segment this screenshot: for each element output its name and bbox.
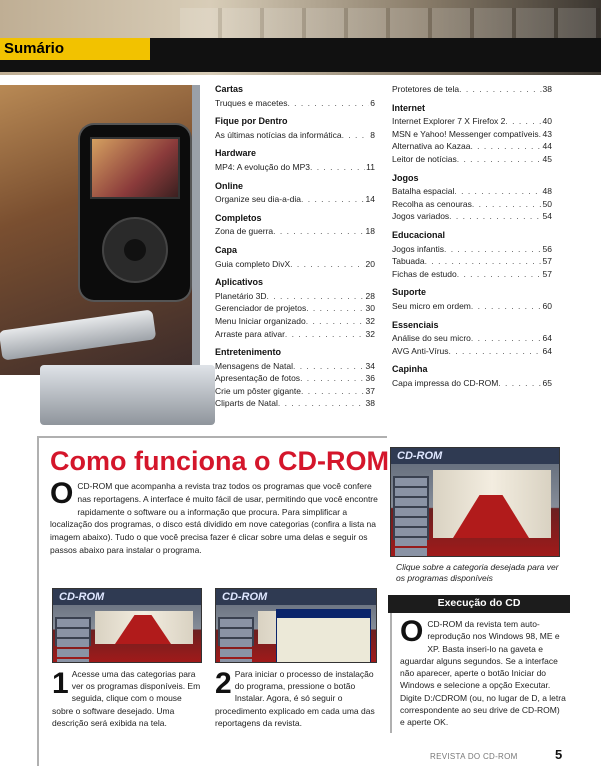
mp3-click-wheel <box>102 217 168 283</box>
execucao-divider <box>390 613 392 733</box>
index-section <box>392 102 552 166</box>
leader-dots <box>471 300 542 313</box>
entry-page-number: 18 <box>365 226 375 237</box>
entry-page-number: 11 <box>366 161 375 172</box>
section-title: Capinha <box>392 364 428 375</box>
section-title: Essenciais <box>392 319 439 330</box>
step-1-text: Acesse uma das categorias para ver os programas disponíveis. Em seguida, clique com o mouse sobre o software desejado. Uma descrição será exibida na tela. <box>52 669 201 728</box>
leader-dots <box>306 315 365 328</box>
section-title: Internet <box>392 102 426 113</box>
execucao-dropcap: O <box>400 615 424 648</box>
footer-page-number: 5 <box>555 747 563 762</box>
index-entry <box>392 115 552 128</box>
entry-page-number: 28 <box>365 290 375 301</box>
index-entry <box>215 97 375 110</box>
entry-label: Leitor de notícias <box>392 153 457 164</box>
index-section <box>215 346 375 410</box>
screenshot-header <box>216 589 376 605</box>
entry-page-number: 48 <box>542 186 552 197</box>
section-title: Suporte <box>392 287 427 298</box>
leader-dots <box>459 83 541 96</box>
leader-dots <box>472 198 542 211</box>
entry-page-number: 14 <box>365 194 375 205</box>
cdrom-logo: CD-ROM <box>222 591 268 603</box>
entry-page-number: 60 <box>542 300 552 311</box>
leader-dots <box>471 332 542 345</box>
leader-dots <box>498 377 541 390</box>
index-section <box>392 172 552 223</box>
entry-label: Apresentação de fotos <box>215 373 301 384</box>
leader-dots <box>306 302 364 315</box>
index-entry <box>215 385 375 398</box>
index-entry <box>392 300 552 313</box>
index-section <box>392 229 552 280</box>
index-column-right <box>392 83 552 395</box>
index-entry <box>392 345 552 358</box>
section-title: Educacional <box>392 229 446 240</box>
index-section <box>215 180 375 206</box>
execucao-body <box>400 615 566 729</box>
entry-page-number: 32 <box>365 328 375 339</box>
entry-page-number: 43 <box>542 128 552 139</box>
entry-page-number: 36 <box>365 373 375 384</box>
index-entry <box>215 360 375 373</box>
section-title: Fique por Dentro <box>215 116 288 127</box>
leader-dots <box>293 360 365 373</box>
entry-page-number: 65 <box>542 377 552 388</box>
index-entry <box>392 243 552 256</box>
entry-page-number: 8 <box>370 129 375 140</box>
section-title: Capa <box>215 244 238 255</box>
entry-label: Planetário 3D <box>215 290 267 301</box>
step2-screenshot <box>215 588 377 663</box>
index-entry <box>215 225 375 238</box>
footer-magazine-name: REVISTA DO CD-ROM <box>430 752 518 761</box>
leader-dots <box>454 185 541 198</box>
entry-label: AVG Anti-Vírus <box>392 345 449 356</box>
header-banner <box>0 0 601 75</box>
entry-page-number: 40 <box>542 116 552 127</box>
index-entry <box>215 328 375 341</box>
index-section <box>215 276 375 340</box>
leader-dots <box>444 243 542 256</box>
entry-label: Internet Explorer 7 X Firefox 2 <box>392 116 506 127</box>
cdrom-section-title: Como funciona o CD-ROM <box>50 446 389 476</box>
entry-label: Truques e macetes <box>215 97 288 108</box>
entry-page-number: 38 <box>542 84 552 94</box>
index-section <box>392 319 552 358</box>
install-dialog <box>276 609 371 663</box>
section-title: Jogos <box>392 172 419 183</box>
leader-dots <box>310 161 365 174</box>
leader-dots <box>285 328 365 341</box>
entry-page-number: 50 <box>542 198 552 209</box>
leader-dots <box>301 193 365 206</box>
index-section <box>215 147 375 173</box>
section-title: Entretenimento <box>215 347 282 358</box>
entry-label: Gerenciador de projetos <box>215 303 307 314</box>
index-entry <box>215 315 375 328</box>
entry-label: As últimas notícias da informática <box>215 129 342 140</box>
cover-photo-collage <box>0 75 215 430</box>
leader-dots <box>449 210 541 223</box>
page-title: Sumário <box>4 40 65 57</box>
entry-page-number: 44 <box>542 141 552 152</box>
entry-label: Batalha espacial <box>392 186 455 197</box>
entry-page-number: 45 <box>542 153 552 164</box>
entry-page-number: 64 <box>542 345 552 356</box>
entry-label: Protetores de tela <box>392 84 460 94</box>
index-entry <box>215 258 375 271</box>
entry-page-number: 56 <box>542 243 552 254</box>
entry-label: Capa impressa do CD-ROM <box>392 377 499 388</box>
intro-text: CD-ROM que acompanha a revista traz todos os programas que você confere nas reportagens. A interface é muito fácil de usar, permitindo que você encontre rapidamente o software ou a informação que procura. Para simplificar a localização dos programas, o disco está dividido em nove categorias (confira a lista na imagem abaixo). Tudo o que você precisa fazer é clicar sobre uma delas e seguir os passos abaixo para instalar o programa. <box>50 481 378 555</box>
index-entry <box>392 185 552 198</box>
entry-page-number: 37 <box>365 385 375 396</box>
index-entry <box>215 397 375 410</box>
entry-page-number: 57 <box>542 256 552 267</box>
cdrom-interface-screenshot <box>390 447 560 557</box>
index-section <box>392 83 552 96</box>
entry-label: Análise do seu micro <box>392 333 471 344</box>
intro-dropcap: O <box>50 477 74 510</box>
leader-dots <box>273 225 364 238</box>
screenshot-category-menu <box>393 476 429 540</box>
index-entry <box>215 193 375 206</box>
entry-page-number: 32 <box>365 315 375 326</box>
index-entry <box>392 268 552 281</box>
cdrom-logo: CD-ROM <box>59 591 105 603</box>
entry-label: Fichas de estudo <box>392 268 457 279</box>
leader-dots <box>342 129 370 142</box>
entry-label: Cliparts de Natal <box>215 398 278 409</box>
entry-label: Zona de guerra <box>215 226 274 237</box>
execucao-text: CD-ROM da revista tem auto-reprodução nos Windows 98, ME e XP. Basta inseri-lo na gaveta e aguardar alguns segundos. Se a interface não aparecer, aperte o botão Iniciar do Windows e selecione a opção Executar. Digite D:/CDROM (ou, no lugar de D, a letra correspondente ao seu drive de CD-ROM) e aperte OK. <box>400 619 566 728</box>
section-divider <box>37 436 387 438</box>
index-entry <box>215 372 375 385</box>
leader-dots <box>290 258 364 271</box>
entry-label: Mensagens de Natal <box>215 360 293 371</box>
section-divider-vertical <box>37 436 39 766</box>
index-entry <box>215 302 375 315</box>
entry-page-number: 6 <box>370 97 375 108</box>
entry-label: MP4: A evolução do MP3 <box>215 161 310 172</box>
entry-page-number: 54 <box>542 211 552 222</box>
step-2-number: 2 <box>215 667 232 700</box>
entry-page-number: 30 <box>365 303 375 314</box>
entry-label: Arraste para ativar <box>215 328 285 339</box>
mp3-player-photo <box>80 125 190 300</box>
index-entry <box>215 129 375 142</box>
screenshot-category-menu <box>218 617 254 646</box>
screenshot-header <box>391 448 559 464</box>
entry-label: Alternativa ao Kazaa <box>392 141 471 152</box>
leader-dots <box>457 268 542 281</box>
execucao-title: Execução do CD <box>437 597 521 609</box>
index-entry <box>392 332 552 345</box>
leader-dots <box>267 290 365 303</box>
entry-label: Menu Iniciar organizado <box>215 315 306 326</box>
index-entry <box>392 377 552 390</box>
index-entry <box>392 153 552 166</box>
entry-label: Tabuada <box>392 256 425 267</box>
entry-page-number: 38 <box>365 398 375 409</box>
index-entry <box>215 290 375 303</box>
index-section <box>215 83 375 109</box>
index-entry <box>392 210 552 223</box>
entry-label: Jogos infantis <box>392 243 444 254</box>
step1-screenshot <box>52 588 202 663</box>
entry-page-number: 34 <box>365 360 375 371</box>
section-title: Aplicativos <box>215 277 264 288</box>
index-section <box>215 244 375 270</box>
cdrom-intro <box>50 477 380 557</box>
entry-label: Recolha as cenouras <box>392 198 472 209</box>
step-1-number: 1 <box>52 667 69 700</box>
leader-dots <box>449 345 542 358</box>
index-column-left <box>215 83 375 416</box>
step-2-text: Para iniciar o processo de instalação do programa, pressione o botão Instalar. Agora, é só seguir o procedimento explicado em cada uma das reportagens da revista. <box>215 669 375 728</box>
section-title: Hardware <box>215 148 257 159</box>
entry-label: Seu micro em ordem <box>392 300 471 311</box>
index-section <box>215 212 375 238</box>
entry-label: Guia completo DivX <box>215 258 291 269</box>
section-title: Cartas <box>215 84 244 94</box>
leader-dots <box>505 115 541 128</box>
entry-page-number: 20 <box>365 258 375 269</box>
index-section <box>392 286 552 312</box>
index-section <box>215 115 375 141</box>
section-title: Completos <box>215 212 262 223</box>
leader-dots <box>278 397 365 410</box>
index-entry <box>215 161 375 174</box>
leader-dots <box>470 140 541 153</box>
cdrom-logo: CD-ROM <box>397 450 443 462</box>
entry-page-number: 64 <box>542 333 552 344</box>
leader-dots <box>287 97 369 110</box>
dvd-player-photo <box>40 365 215 425</box>
screenshot-category-menu <box>55 617 91 646</box>
step-2 <box>215 668 377 729</box>
leader-dots <box>457 153 542 166</box>
entry-label: Organize seu dia-a-dia <box>215 194 301 205</box>
section-title: Online <box>215 180 244 191</box>
screenshot-header <box>53 589 201 605</box>
screenshot-caption: Clique sobre a categoria desejada para ver os programas disponíveis <box>396 562 559 583</box>
entry-label: Crie um pôster gigante <box>215 385 301 396</box>
leader-dots <box>301 385 365 398</box>
index-entry <box>392 198 552 211</box>
index-entry <box>392 255 552 268</box>
entry-label: Jogos variados <box>392 211 450 222</box>
mp3-screen <box>90 137 180 199</box>
entry-page-number: 57 <box>542 268 552 279</box>
index-entry <box>392 140 552 153</box>
index-entry <box>392 128 552 141</box>
leader-dots <box>425 255 542 268</box>
index-section <box>392 363 552 389</box>
step-1 <box>52 668 202 729</box>
leader-dots <box>300 372 364 385</box>
entry-label: MSN e Yahoo! Messenger compatíveis <box>392 128 539 139</box>
index-entry <box>392 83 552 96</box>
